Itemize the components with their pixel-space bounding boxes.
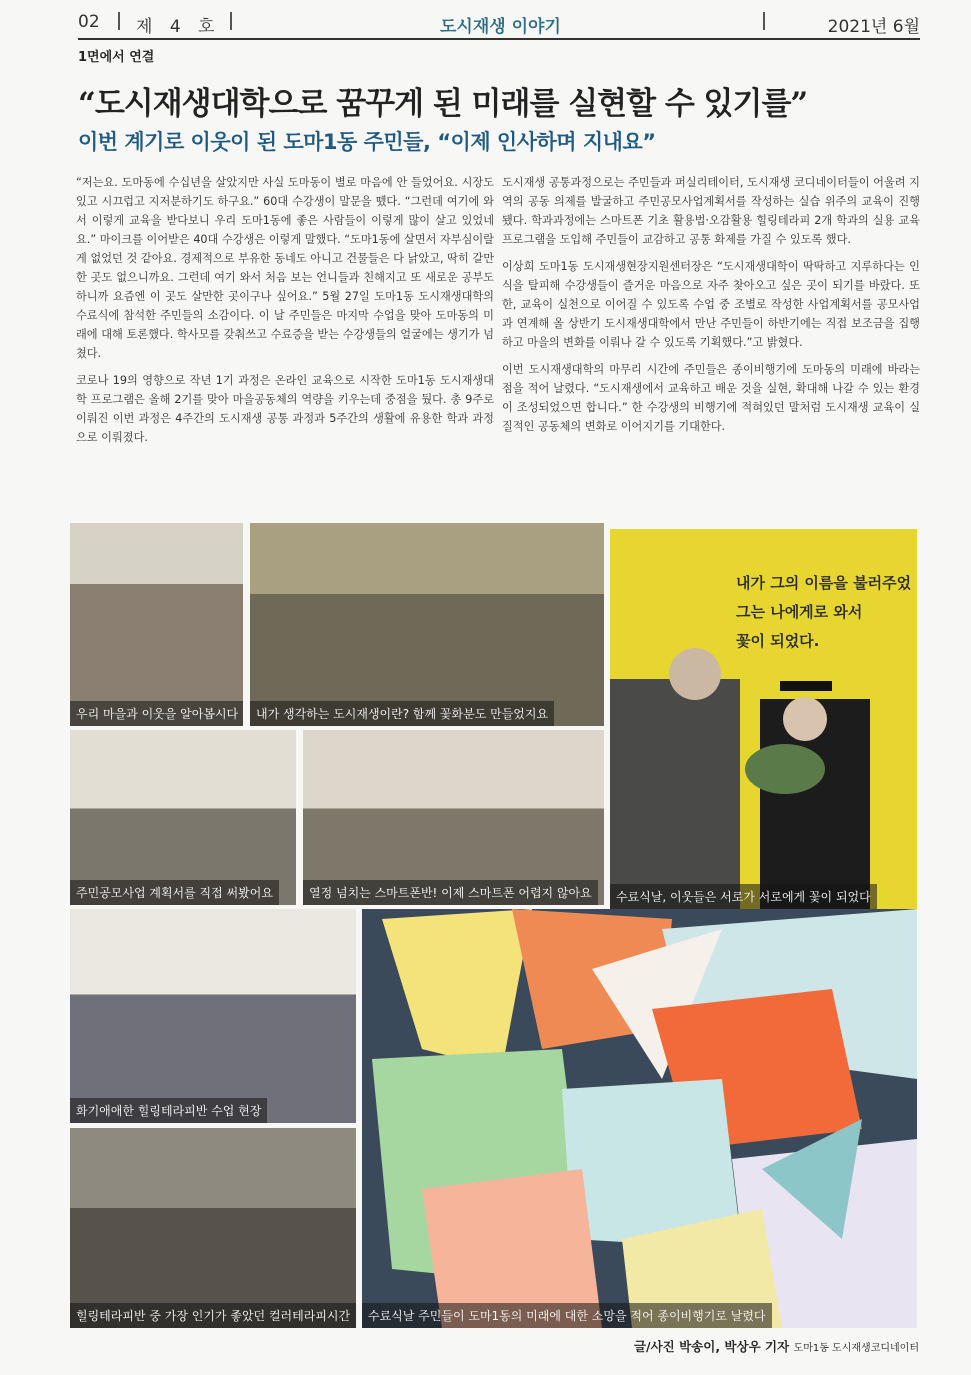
page-number: 02 (78, 12, 100, 32)
paragraph: 코로나 19의 영향으로 작년 1기 과정은 온라인 교육으로 시작한 도마1동 도시재생대학 프로그램은 올해 2기를 맞아 마을공동체의 역량을 키우는데 중점을 뒀다. 총 9주로 이뤄진 이번 과정은 4주간의 도시재생 공통 과정과 5주간의 생활에 유용한 학과 과정으로 이뤄졌다. (76, 374, 494, 444)
byline (634, 1337, 919, 1355)
byline-affiliation: 도마1동 도시재생코디네이터 (793, 1343, 919, 1354)
poem-line: 그는 나에게로 와서 (736, 603, 863, 621)
article-column-right (502, 173, 920, 444)
header-divider (230, 12, 232, 30)
photo-smartphone-class (303, 730, 604, 905)
photo-caption: 내가 생각하는 도시재생이란? 함께 꽃화분도 만들었지요 (250, 701, 554, 726)
photo-caption: 화기애애한 힐링테라피반 수업 현장 (70, 1098, 267, 1123)
photo-caption: 수료식날, 이웃들은 서로가 서로에게 꽃이 되었다 (610, 884, 877, 909)
photo-paper-airplanes (362, 909, 917, 1328)
issue-date: 2021년 6월 (827, 17, 920, 37)
paper-airplane-pile (362, 909, 917, 1328)
photo-caption: 주민공모사업 계획서를 직접 써봤어요 (70, 880, 279, 905)
section-title: 도시재생 이야기 (440, 17, 561, 37)
page-header (78, 8, 920, 40)
photo-proposal-writing (70, 730, 296, 905)
paragraph: 도시재생 공통과정으로는 주민들과 퍼실리테이터, 도시재생 코디네이터들이 어울려 지역의 공동 의제를 발굴하고 주민공모사업계획서를 작성하는 실습 위주의 교육이 진행됐다. 학과과정에는 스마트폰 기초 활용법·오감활용 힐링테라피 2개 학과의 실용 교육 프로그램을 도입해 주민들이 교감하고 공통 화제를 가질 수 있도록 했다. (502, 176, 920, 246)
paragraph: “저는요. 도마동에 수십년을 살았지만 사실 도마동이 별로 마음에 안 들었어요. 시장도 있고 시끄럽고 지저분하기도 하구요.” 60대 수강생이 말문을 뗐다. “그런데 여기에 와서 이렇게 교육을 받다보니 우리 도마1동에 좋은 사람들이 이렇게 많이 살고 있었네요.” 마이크를 이어받은 40대 수강생은 이렇게 말했다. “도마1동에 살면서 자부심이랄게 없었던 것 같아요. 경제적으로 부유한 동네도 아니고 건물들은 다 낡았고, 딱히 갈만한 곳도 없으니까요. 그런데 여기 와서 처음 보는 언니들과 친해지고 또 새로운 공부도 하니까 요즘엔 이 곳도 살만한 곳이구나 싶어요.” 5월 27일 도마1동 도시재생대학의 수료식에 참석한 주민들의 소감이다. 이 날 주민들은 마지막 수업을 맞아 도마동의 미래에 대해 토론했다. 학사모를 갖춰쓰고 수료증을 받는 수강생들의 얼굴에는 생기가 넘쳤다. (76, 176, 494, 360)
article-column-left (76, 173, 494, 455)
photo-caption: 열정 넘치는 스마트폰반! 이제 스마트폰 어렵지 않아요 (303, 880, 598, 905)
byline-authors: 글/사진 박송이, 박상우 기자 (633, 1339, 790, 1354)
subheadline: 이번 계기로 이웃이 된 도마1동 주민들, “이제 인사하며 지내요” (78, 130, 656, 154)
paragraph: 이상희 도마1동 도시재생현장지원센터장은 “도시재생대학이 딱딱하고 지루하다는 인식을 탈피해 수강생들이 즐거운 마음으로 자주 찾아오고 싶은 곳이 되기를 바랐다. 또한, 교육이 실천으로 이어질 수 있도록 수업 중 조별로 작성한 사업계획서를 공모사업과 연계해 올 상반기 도시재생대학에서 만난 주민들이 하반기에는 직접 보조금을 집행하고 마을의 변화를 이뤄나 갈 수 있도록 기획했다.”고 밝혔다. (502, 260, 920, 349)
poem-line: 꽃이 되었다. (736, 632, 820, 650)
photo-color-therapy (70, 1128, 356, 1328)
header-divider (118, 12, 120, 30)
photo-graduation-ceremony (610, 529, 917, 909)
photo-village-class (70, 523, 243, 726)
header-divider (763, 12, 765, 30)
photo-caption: 수료식날 주민들이 도마1동의 미래에 대한 소망을 적어 종이비행기로 날렸다 (362, 1303, 772, 1328)
photo-healing-therapy-class (70, 909, 356, 1123)
photo-caption: 힐링테라피반 중 가장 인기가 좋았던 컬러테라피시간 (70, 1303, 356, 1328)
issue-number: 제 4 호 (136, 17, 221, 37)
paragraph: 이번 도시재생대학의 마무리 시간에 주민들은 종이비행기에 도마동의 미래에 바라는 점을 적어 날렸다. “도시재생에서 교육하고 배운 것을 실현, 확대해 나갈 수 있는 환경이 조성되었으면 합니다.” 한 수강생의 비행기에 적혀있던 말처럼 도시재생 교육이 실질적인 공동체의 변화로 이어지기를 기대한다. (502, 363, 920, 433)
poem-line: 내가 그의 이름을 불러주었 (736, 574, 912, 592)
headline: “도시재생대학으로 꿈꾸게 된 미래를 실현할 수 있기를” (78, 86, 808, 122)
continued-from: 1면에서 연결 (78, 50, 155, 65)
graduation-figures (610, 619, 917, 909)
photo-caption: 우리 마을과 이웃을 알아봅시다 (70, 701, 243, 726)
photo-flower-pot-workshop (250, 523, 604, 726)
